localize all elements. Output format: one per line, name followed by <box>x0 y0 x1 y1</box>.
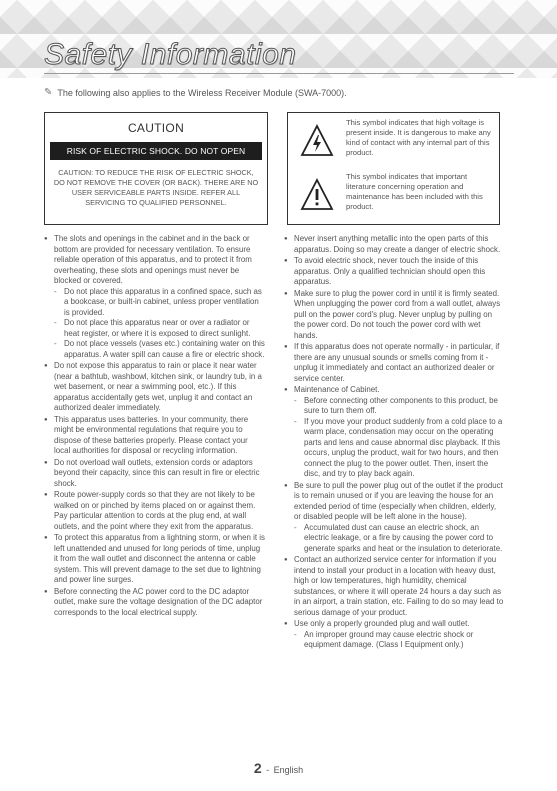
exclamation-warning-icon <box>300 178 334 212</box>
bullet-text: Maintenance of Cabinet. <box>294 385 380 394</box>
symbol-explanations-box <box>287 112 500 225</box>
sub-list <box>294 396 504 480</box>
bullet-text: Contact an authorized service center for information if you intend to install your product in a location with heavy dust, high or low temperatures, high humidity, chemical substances, or where it will operate 24 hours a day such as in an airport, a train station, etc. Failing to do so may lead to serious damage of your product. <box>294 555 504 617</box>
caution-text: CAUTION: TO REDUCE THE RISK OF ELECTRIC SHOCK, DO NOT REMOVE THE COVER (OR BACK). THERE ARE NO USER SERVICEABLE PARTS INSIDE. REFER ALL SERVICING TO QUALIFIED PERSONNEL. <box>53 168 259 207</box>
right-bullet-list <box>284 234 504 651</box>
high-voltage-symbol-text: This symbol indicates that high voltage is present inside. It is dangerous to make any kind of contact with any internal part of this product. <box>346 118 491 157</box>
right-column <box>284 234 504 652</box>
lightning-warning-icon <box>300 124 334 158</box>
bullet-item <box>44 490 266 532</box>
module-note <box>44 87 347 98</box>
title-divider <box>44 73 514 74</box>
sub-item: - An improper ground may cause electric shock or equipment damage. (Class I Equipment only.) <box>294 630 504 651</box>
module-note-text: The following also applies to the Wireless Receiver Module (SWA-7000). <box>57 87 347 98</box>
bullet-text: To avoid electric shock, never touch the inside of this apparatus. Only a qualified technician should open this apparatus. <box>294 256 486 286</box>
bullet-text: Be sure to pull the power plug out of the outlet if the product is to remain unused or if you are leaving the house for an extended period of time (especially when children, elderly, or disabled people will be left alone in the house). <box>294 480 503 521</box>
page-number: 2 <box>253 760 262 776</box>
caution-heading: CAUTION <box>127 121 185 135</box>
footer-language: English <box>273 765 304 775</box>
bullet-item <box>284 619 504 651</box>
sub-item: - Do not place vessels (vases etc.) containing water on this apparatus. A water spill can cause a fire or electric shock. <box>54 339 266 360</box>
page-title: Safety Information <box>44 38 297 71</box>
sub-item: - Accumulated dust can cause an electric shock, an electric leakage, or a fire by causing the power cord to generate sparks and heat or the insulation to deteriorate. <box>294 523 504 555</box>
sub-list <box>294 523 504 555</box>
bullet-item <box>44 533 266 586</box>
bullet-item <box>44 415 266 457</box>
bullet-item <box>284 256 504 288</box>
bullet-item <box>44 361 266 414</box>
bullet-item <box>44 587 266 619</box>
caution-warning-bar: RISK OF ELECTRIC SHOCK. DO NOT OPEN <box>50 142 262 160</box>
footer-separator: - <box>266 765 270 775</box>
bullet-text: Before connecting the AC power cord to the DC adaptor outlet, make sure the voltage designation of the DC adaptor corresponds to the local electrical supply. <box>54 586 263 617</box>
caution-box <box>44 112 268 225</box>
left-bullet-list <box>44 234 266 618</box>
sub-list <box>294 630 504 651</box>
literature-symbol-text: This symbol indicates that important literature concerning operation and maintenance has been included with this product. <box>346 172 483 211</box>
bullet-text: Never insert anything metallic into the open parts of this apparatus. Doing so may create a danger of electric shock. <box>294 234 501 254</box>
bullet-text: This apparatus uses batteries. In your community, there might be environmental regulations that require you to dispose of these batteries properly. Please contact your local authorities for disposal or recycling information. <box>54 414 249 455</box>
bullet-item <box>284 342 504 384</box>
bullet-text: The slots and openings in the cabinet and in the back or bottom are provided for necessary ventilation. To ensure reliable operation of this apparatus, and to protect it from overheating, these slots and openings must never be blocked or covered. <box>54 234 252 285</box>
bullet-item <box>284 385 504 480</box>
left-column <box>44 234 266 619</box>
bullet-item <box>284 234 504 255</box>
bullet-text: Do not overload wall outlets, extension cords or adaptors beyond their capacity, since this can result in fire or electric shock. <box>54 457 260 488</box>
bullet-text: To protect this apparatus from a lightning storm, or when it is left unattended and unused for long periods of time, unplug it from the wall outlet and disconnect the antenna or cable system. This will prevent damage to the set due to lightning and power line surges. <box>54 533 265 584</box>
sub-list <box>54 287 266 361</box>
bullet-item <box>44 458 266 490</box>
bullet-text: Make sure to plug the power cord in until it is firmly seated. When unplugging the power cord from a wall outlet, always pull on the power cord's plug. Never unplug by pulling on the power cord. Do not touch the power cord with wet hands. <box>294 288 501 340</box>
bullet-text: If this apparatus does not operate normally - in particular, if there are any unusual sounds or smells coming from it - unplug it immediately and contact an authorized dealer or service center. <box>294 342 500 383</box>
sub-item: - Do not place this apparatus near or over a radiator or heat register, or where it is exposed to direct sunlight. <box>54 318 266 339</box>
bullet-text: Do not expose this apparatus to rain or place it near water (near a bathtub, washbowl, kitchen sink, or laundry tub, in a wet basement, or near a swimming pool, etc.). If this apparatus accidentally gets wet, unplug it and contact an authorized dealer immediately. <box>54 361 262 412</box>
pencil-note-icon: ✎ <box>44 87 53 98</box>
bullet-item <box>284 289 504 342</box>
sub-item: - Before connecting other components to this product, be sure to turn them off. <box>294 396 504 417</box>
sub-item: - Do not place this apparatus in a confined space, such as a bookcase, or built-in cabinet, unless proper ventilation is provided. <box>54 287 266 319</box>
bullet-item <box>44 234 266 360</box>
bullet-text: Use only a properly grounded plug and wall outlet. <box>294 619 470 628</box>
page-footer <box>0 760 557 778</box>
sub-item: - If you move your product suddenly from a cold place to a warm place, condensation may occur on the operating parts and lens and cause abnormal disc playback. If this occurs, unplug the product, wait for two hours, and then connect the plug to the power outlet. Then, insert the disc, and try to play back again. <box>294 417 504 480</box>
bullet-item <box>284 481 504 555</box>
bullet-text: Route power-supply cords so that they are not likely to be walked on or pinched by items placed on or against them. Pay particular attention to cords at the plug end, at wall outlets, and the point where they exit from the apparatus. <box>54 490 256 531</box>
bullet-item <box>284 555 504 618</box>
